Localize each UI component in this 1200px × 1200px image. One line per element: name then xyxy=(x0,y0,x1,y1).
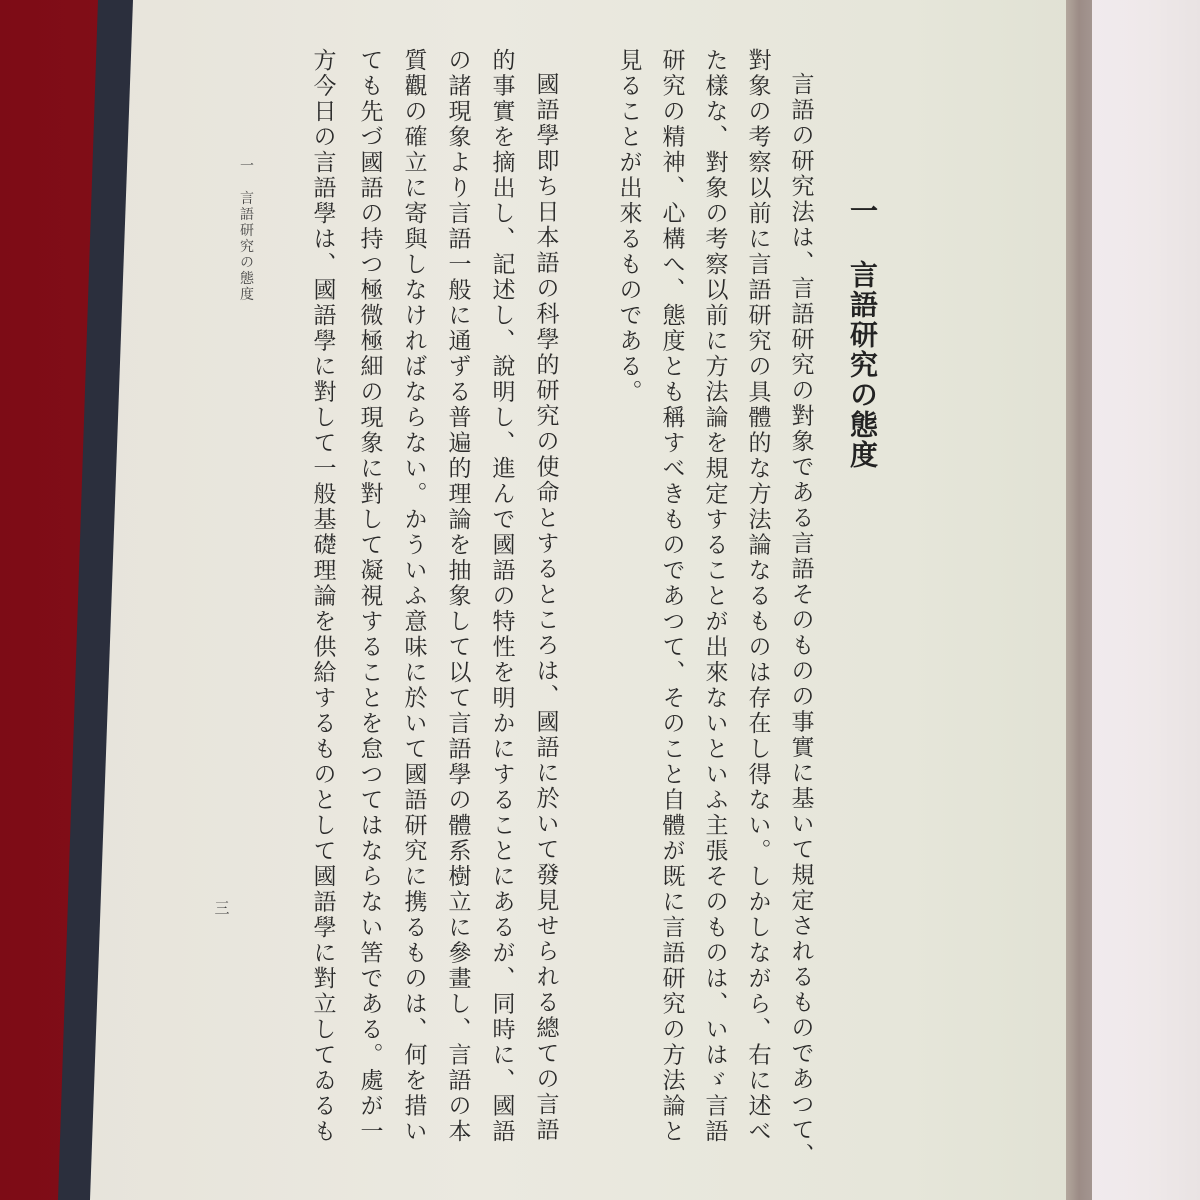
text-line: た樣な、對象の考察以前に方法論を規定することが出來ないといふ主張そのものは、いはゞ言語 xyxy=(701,48,728,1145)
text-line: 國語學即ち日本語の科學的研究の使命とするところは、國語に於いて發見せられる總ての言語 xyxy=(532,72,559,1143)
text-line: 質觀の確立に寄與しなければならない。かういふ意味に於いて國語研究に携るものは、何を措い xyxy=(400,48,427,1145)
adjacent-page xyxy=(1092,0,1200,1200)
page-gutter-shadow xyxy=(1066,0,1092,1200)
text-line: 方今日の言語學は、國語學に對して一般基礎理論を供給するものとして國語學に對立してゐるも xyxy=(309,48,336,1145)
page-number: 三 xyxy=(212,900,231,915)
running-header-number: 一 xyxy=(238,158,254,174)
text-line: ても先づ國語の持つ極微極細の現象に對して凝視することを怠つてはならない筈である。處が一 xyxy=(356,48,383,1145)
chapter-title: 言語研究の態度 xyxy=(846,259,879,470)
running-header xyxy=(236,158,256,302)
text-line: 對象の考察以前に言語研究の具體的な方法論なるものは存在し得ない。しかしながら、右に述べ xyxy=(744,48,771,1145)
text-line: 的事實を摘出し、記述し、說明し、進んで國語の特性を明かにすることにあるが、同時に、國語 xyxy=(488,48,515,1145)
text-line: 見ることが出來るものである。 xyxy=(615,48,642,405)
chapter-number: 一 xyxy=(846,196,879,226)
text-line: の諸現象より言語一般に通ずる普遍的理論を抽象して以て言語學の體系樹立に參畫し、言語の本 xyxy=(444,48,471,1145)
running-header-title: 言語研究の態度 xyxy=(238,190,254,303)
chapter-heading xyxy=(842,196,882,470)
text-line: 言語の研究法は、言語研究の對象である言語そのものの事實に基いて規定されるものであつて、 xyxy=(787,72,814,1169)
text-line: 研究の精神、心構へ、態度とも稱すべきものであつて、そのこと自體が既に言語研究の方法論と xyxy=(658,48,685,1145)
